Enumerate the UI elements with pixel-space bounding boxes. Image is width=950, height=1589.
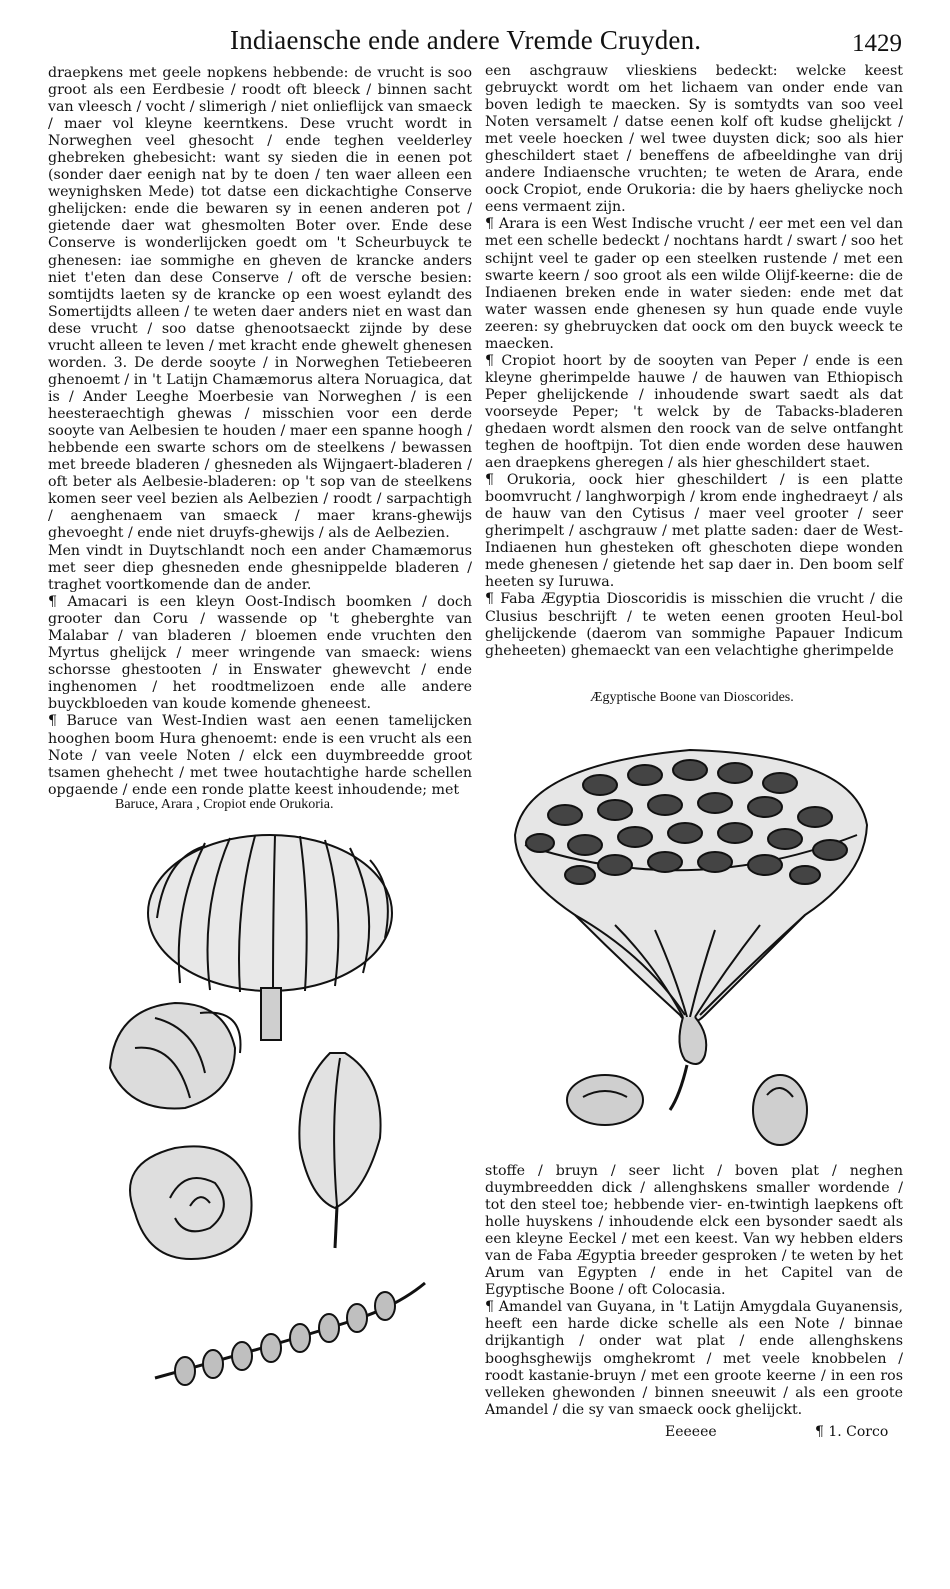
figure-caption-right: Ægyptische Boone van Dioscorides. [590, 690, 794, 705]
paragraph-orukoria: ¶ Orukoria, oock hier gheschildert / is een platte boomvrucht / langhworpigh / krom ende inghedraeyt / als de hauw van den Cytisus / maer veel grooter / seer gherimpelt / aschgrauw / met platte saden: daer de West-Indiaenen hun ghesteken oft gheschoten diepe wonden mede ghenesen / gietende het sap daer in. Den boom self heeten sy Iuruwa. [485, 472, 903, 591]
paragraph-chamaemorus: Men vindt in Duytschlandt noch een ander Chamæmorus met seer diep ghesneden ende ghesnippelde bladeren / traghet voortkomende dan de ander. [48, 543, 472, 594]
orukoria-illustration [130, 1146, 252, 1259]
figure-caption-left: Baruce, Arara , Cropiot ende Orukoria. [115, 797, 334, 812]
cropiot-pod-illustration [299, 1053, 380, 1248]
left-column-upper [48, 65, 472, 542]
catchword: ¶ 1. Corco [815, 1424, 889, 1440]
cropiot-string-illustration [155, 1283, 425, 1385]
lotus-seed-pod-illustration [515, 750, 867, 1110]
lotus-seeds-illustration [567, 1075, 807, 1145]
illustration-lotus-pod [505, 725, 875, 1155]
paragraph-faba-aegyptia: ¶ Faba Ægyptia Dioscoridis is misschien die vrucht / die Clusius beschrijft / te weten eenen grooten Heul-bol ghelijckende (daerom van sommighe Papauer Indicum gheheeten) ghemaeckt van een velachtighe gherimpelde [485, 591, 903, 659]
page-number: 1429 [852, 30, 902, 57]
paragraph-tetiebeeren: draepkens met geele nopkens hebbende: de vrucht is soo groot als een Eerdbesie / roodt oft bleeck / binnen sacht van vleesch / vocht / slimerigh / niet onlieflijck van smaeck / maer vol kleyne keerntkens. Dese vrucht wordt in Norweghen veel ghesocht / ende teghen veelderley ghebreken ghebesicht: want sy sieden die in eenen pot (sonder daer eenigh nat by te doen / ten waer alleen een weynighsken Mede) tot datse een dickachtighe Conserve ghelijcken: ende die bewaren sy in eenen anderen pot / gietende daer wat ghesmolten Boter over. Ende dese Conserve is wonderlijcken goedt om 't Scheurbuyck te ghenesen: iae sommighe en gheven de krancke anders niet t'eten dan dese Conserve / oft de versche besien: somtijdts laeten sy de krancke op een woest eylandt des Somertijdts alleen / te weten daer anders niet en wast dan dese vrucht / soo datse ghenootsaeckt zijnde by dese vrucht alleen te leven / met kracht ende ghewelt ghenesen worden. 3. De derde sooyte / in Norweghen Tetiebeeren ghenoemt / in 't Latijn Chamæmorus altera Noruagica, dat is / Ander Leeghe Moerbesie van Norweghen / is een heesteraechtigh ghewas / misschien voor een derde sooyte van Aelbesien te houden / maer een spanne hoogh / hebbende een swarte schors om de steelkens / bewassen met breede bladeren / ghesneden als Wijngaert-bladeren / oft beter als Aelbesie-bladeren: op 't sop van de steelkens komen seer veel bezien als Aelbezien / roodt / sarpachtigh / aenghenaem van smaeck / maer krans-ghewijs ghevoeght / ende niet druyfs-ghewijs / als de Aelbezien. [48, 65, 472, 542]
right-column-lower [485, 1163, 903, 1419]
signature-mark: Eeeeee [665, 1424, 717, 1440]
arara-fruit-illustration [110, 1003, 241, 1109]
right-column-upper [485, 63, 903, 660]
illustration-fruits [95, 818, 445, 1398]
paragraph-baruce-cont: een aschgrauw vlieskiens bedeckt: welcke keest gebruyckt wordt om het lichaem van onder ende van boven ledigh te maecken. Sy is somtydts van soo veel Noten versamelt / datse eenen kolf oft kudse ghelijckt / met veele hoecken / wel twee duysten dick; soo als hier gheschildert staet / beneffens de afbeeldinghe van drij andere Indiaensche vruchten; te weten de Arara, ende oock Cropiot, ende Orukoria: die by haers gheliycke noch eens vermaent zijn. [485, 63, 903, 216]
paragraph-amandel-guyana: ¶ Amandel van Guyana, in 't Latijn Amygdala Guyanensis, heeft een harde dicke schelle als een Note / binnae drijkantigh / onder wat plat / ende allenghskens booghsghewijs omghekromt / met veele knobbelen / roodt kastanie-bruyn / met een groote keerne / in een ros velleken ghewonden / binnen sneeuwit / als een groote Amandel / die sy van smaeck oock ghelijckt. [485, 1299, 903, 1418]
paragraph-arara: ¶ Arara is een West Indische vrucht / eer met een vel dan met een schelle bedeckt / nochtans hardt / swart / soo het schijnt veel te gader op een steelken rustende / met een swarte keern / soo groot als een wilde Olijf-keerne: die de Indiaenen breken ende in water sieden: ende met dat water wassen ende ghenesen sy hun quade ende vuyle zeeren: sy ghebruycken dat oock om den buyck weeck te maecken. [485, 216, 903, 352]
running-title: Indiaensche ende andere Vremde Cruyden. [230, 25, 702, 55]
paragraph-cropiot: ¶ Cropiot hoort by de sooyten van Peper / ende is een kleyne gherimpelde hauwe / de hauwen van Ethiopisch Peper ghelijckende / inhoudende swart saedt als dat voorseyde Peper; 't welck by de Tabacks-bladeren ghedaen wordt alsmen den roock van de selve ontfanght teghen de hooftpijn. Tot dien ende worden dese hauwen aen draepkens gheregen / als hier gheschildert staet. [485, 352, 903, 472]
paragraph-baruce: ¶ Baruce van West-Indien wast aen eenen tamelijcken hooghen boom Hura ghenoemt: ende is een vrucht als een Note / van veele Noten / elck een duymbreedde groot tsamen ghehecht / met twee houtachtighe harde schellen opgaende / ende een ronde platte keest inhoudende; met [48, 713, 472, 798]
paragraph-faba-aegyptia-cont: stoffe / bruyn / seer licht / boven plat / neghen duymbreedden dick / allenghskens smaller wordende / tot den steel toe; hebbende vier- en-twintigh laepkens oft holle huyskens / inhoudende elck een bysonder saedt als een kleyne Eeckel / met een keest. Van wy hebben elders van de Faba Ægyptia breeder gesproken / te weten by het Arum van Egypten / ende in het Capitel van de Egyptische Boone / oft Colocasia. [485, 1163, 903, 1299]
paragraph-amacari: ¶ Amacari is een kleyn Oost-Indisch boomken / doch grooter dan Coru / wassende op 't gheberghte van Malabar / van bladeren / bloemen ende vruchten den Myrtus ghelijck / meer wringende van smaeck: wiens schorsse ghestooten / in Enswater ghewevcht / ende inghenomen / het roodtmelizoen ende alle andere buyckbloeden van koude komende gheneest. [48, 594, 472, 713]
left-column-lower [48, 543, 472, 799]
